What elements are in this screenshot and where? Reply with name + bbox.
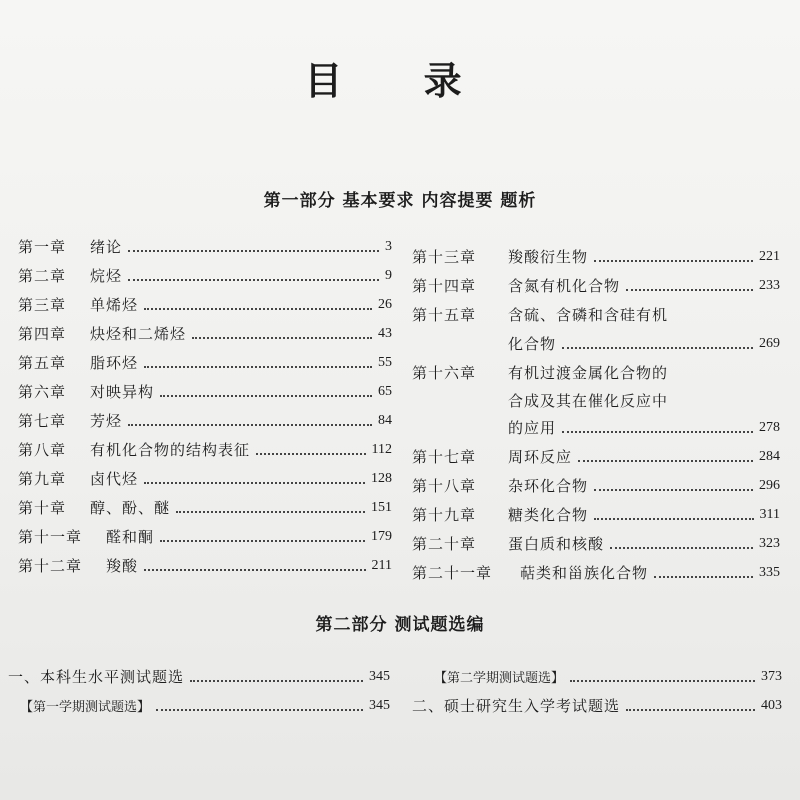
toc-entry[interactable] xyxy=(18,348,392,377)
part1-heading: 第一部分 基本要求 内容提要 题析 xyxy=(263,191,537,211)
leader-dots xyxy=(144,569,366,571)
page-number: 221 xyxy=(759,248,780,264)
chapter-number: 第十四章 xyxy=(412,277,477,295)
chapter-title: 杂环化合物 xyxy=(508,477,589,495)
leader-dots xyxy=(256,453,366,455)
chapter-number: 第九章 xyxy=(18,470,67,488)
page-number: 55 xyxy=(378,354,392,370)
toc-entry[interactable] xyxy=(412,529,780,558)
section-title: 【第一学期测试题选】 xyxy=(20,700,151,715)
chapter-title: 糖类化合物 xyxy=(508,506,589,524)
leader-dots xyxy=(654,576,753,578)
page-number: 9 xyxy=(385,267,392,283)
chapter-number: 第十九章 xyxy=(412,506,477,524)
page-number: 335 xyxy=(759,564,780,580)
page-number: 233 xyxy=(759,277,780,293)
section-title: 【第二学期测试题选】 xyxy=(434,671,565,686)
leader-dots xyxy=(570,680,755,682)
toc-entry[interactable] xyxy=(412,300,780,329)
toc-entry[interactable] xyxy=(412,358,780,387)
chapter-title: 蛋白质和核酸 xyxy=(508,535,605,553)
toc-entry[interactable] xyxy=(18,435,392,464)
leader-dots xyxy=(190,680,363,682)
chapter-title: 醇、酚、醚 xyxy=(90,499,171,517)
leader-dots xyxy=(128,424,372,426)
chapter-number: 第十六章 xyxy=(412,364,477,382)
page-number: 26 xyxy=(378,296,392,312)
toc-entry[interactable] xyxy=(412,471,780,500)
page-number: 3 xyxy=(385,238,392,254)
chapter-number: 第三章 xyxy=(18,296,67,314)
section-title: 二、硕士研究生入学考试题选 xyxy=(412,697,621,715)
section-title: 一、本科生水平测试题选 xyxy=(8,668,185,686)
part2-heading: 第二部分 测试题选编 xyxy=(315,615,485,635)
chapter-title: 含氮有机化合物 xyxy=(508,277,621,295)
page-number: 284 xyxy=(759,448,780,464)
chapter-number: 第十二章 xyxy=(18,557,83,575)
page-number: 278 xyxy=(759,419,780,435)
leader-dots xyxy=(160,540,365,542)
chapter-title: 卤代烃 xyxy=(90,470,139,488)
toc-entry[interactable] xyxy=(18,464,392,493)
page-number: 296 xyxy=(759,477,780,493)
part2-left-column xyxy=(8,662,390,720)
leader-dots xyxy=(144,482,365,484)
toc-entry[interactable] xyxy=(18,261,392,290)
leader-dots xyxy=(594,518,754,520)
leader-dots xyxy=(156,709,363,711)
page-number: 373 xyxy=(761,668,782,684)
toc-entry[interactable] xyxy=(18,319,392,348)
page-number: 345 xyxy=(369,697,390,713)
page-number: 84 xyxy=(378,412,392,428)
toc-entry-continued[interactable] xyxy=(412,329,780,358)
leader-dots xyxy=(128,279,379,281)
chapter-number: 第十八章 xyxy=(412,477,477,495)
page-number: 179 xyxy=(371,528,392,544)
chapter-number: 第八章 xyxy=(18,441,67,459)
page-number: 311 xyxy=(759,506,780,522)
leader-dots xyxy=(610,547,753,549)
chapter-number: 第六章 xyxy=(18,383,67,401)
toc-entry[interactable] xyxy=(412,442,780,471)
toc-entry[interactable] xyxy=(18,493,392,522)
chapter-title: 对映异构 xyxy=(90,383,155,401)
part1-left-column xyxy=(18,232,392,580)
toc-entry[interactable] xyxy=(8,662,390,691)
chapter-title: 含硫、含磷和含硅有机 xyxy=(508,306,669,324)
chapter-title: 芳烃 xyxy=(90,412,123,430)
leader-dots xyxy=(594,489,753,491)
toc-entry[interactable] xyxy=(18,406,392,435)
toc-entry-continued[interactable] xyxy=(412,387,780,413)
leader-dots xyxy=(562,431,753,433)
leader-dots xyxy=(128,250,379,252)
chapter-number: 第一章 xyxy=(18,238,67,256)
part2-right-column xyxy=(412,662,782,720)
page-number: 269 xyxy=(759,335,780,351)
chapter-number: 第二十章 xyxy=(412,535,477,553)
page-number: 211 xyxy=(371,557,392,573)
chapter-title: 的应用 xyxy=(508,419,557,437)
chapter-title: 绪论 xyxy=(90,238,123,256)
chapter-title: 脂环烃 xyxy=(90,354,139,372)
leader-dots xyxy=(176,511,365,513)
page-number: 323 xyxy=(759,535,780,551)
chapter-title: 有机化合物的结构表征 xyxy=(90,441,251,459)
toc-entry[interactable] xyxy=(412,242,780,271)
page-number: 128 xyxy=(371,470,392,486)
page-number: 65 xyxy=(378,383,392,399)
chapter-number: 第二十一章 xyxy=(412,564,493,582)
leader-dots xyxy=(192,337,372,339)
leader-dots xyxy=(144,308,372,310)
page-number: 43 xyxy=(378,325,392,341)
page-title: 目 录 xyxy=(304,59,496,103)
toc-entry-continued[interactable] xyxy=(412,413,780,442)
part1-right-column xyxy=(412,242,780,587)
page-number: 151 xyxy=(371,499,392,515)
chapter-title: 醛和酮 xyxy=(106,528,155,546)
toc-entry[interactable] xyxy=(18,522,392,551)
leader-dots xyxy=(562,347,753,349)
chapter-title: 有机过渡金属化合物的 xyxy=(508,364,669,382)
toc-entry[interactable] xyxy=(18,290,392,319)
leader-dots xyxy=(578,460,753,462)
leader-dots xyxy=(594,260,753,262)
chapter-number: 第十一章 xyxy=(18,528,83,546)
toc-entry[interactable] xyxy=(412,271,780,300)
page-number: 112 xyxy=(371,441,392,457)
chapter-title: 单烯烃 xyxy=(90,296,139,314)
chapter-title: 炔烃和二烯烃 xyxy=(90,325,187,343)
toc-entry[interactable] xyxy=(18,551,392,580)
chapter-title: 羧酸衍生物 xyxy=(508,248,589,266)
toc-entry[interactable] xyxy=(412,558,780,587)
page-number: 345 xyxy=(369,668,390,684)
chapter-title: 烷烃 xyxy=(90,267,123,285)
chapter-number: 第四章 xyxy=(18,325,67,343)
toc-entry[interactable] xyxy=(412,500,780,529)
leader-dots xyxy=(144,366,372,368)
chapter-number: 第十五章 xyxy=(412,306,477,324)
chapter-number: 第五章 xyxy=(18,354,67,372)
chapter-title: 羧酸 xyxy=(106,557,139,575)
chapter-number: 第十七章 xyxy=(412,448,477,466)
leader-dots xyxy=(160,395,372,397)
chapter-title: 合成及其在催化反应中 xyxy=(508,391,669,410)
toc-entry[interactable] xyxy=(412,662,782,691)
chapter-title: 萜类和甾族化合物 xyxy=(520,564,649,582)
leader-dots xyxy=(626,289,753,291)
toc-entry[interactable] xyxy=(18,377,392,406)
toc-entry[interactable] xyxy=(412,691,782,720)
chapter-title: 周环反应 xyxy=(508,448,573,466)
page-number: 403 xyxy=(761,697,782,713)
chapter-number: 第二章 xyxy=(18,267,67,285)
toc-entry[interactable] xyxy=(18,232,392,261)
toc-entry[interactable] xyxy=(8,691,390,720)
chapter-number: 第七章 xyxy=(18,412,67,430)
leader-dots xyxy=(626,709,755,711)
chapter-title: 化合物 xyxy=(508,335,557,353)
chapter-number: 第十章 xyxy=(18,499,67,517)
chapter-number: 第十三章 xyxy=(412,248,477,266)
